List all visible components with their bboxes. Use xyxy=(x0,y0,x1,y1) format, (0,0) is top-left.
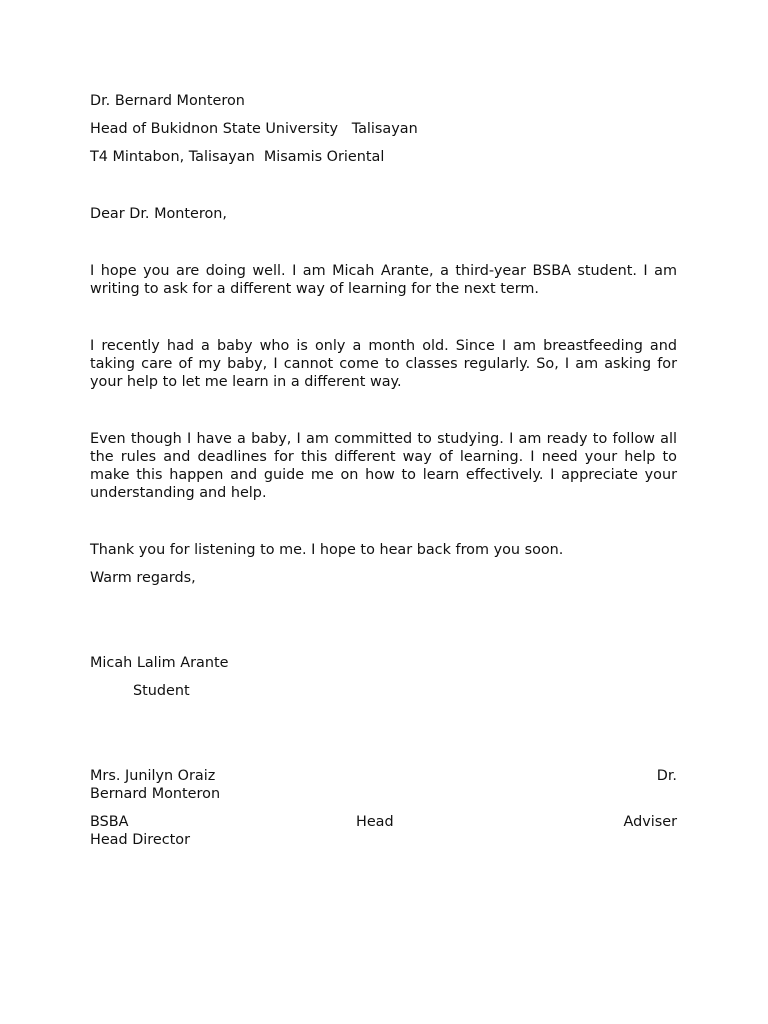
signatory-right-name-start: Dr. xyxy=(656,768,677,784)
recipient-address: T4 Mintabon, Talisayan Misamis Oriental xyxy=(90,149,385,165)
signatory-names-row xyxy=(90,767,677,785)
recipient-name: Dr. Bernard Monteron xyxy=(90,93,245,109)
signatory-roles-row xyxy=(90,813,677,831)
signatory-right-name-end: Bernard Monteron xyxy=(90,786,221,802)
sender-name: Micah Lalim Arante xyxy=(90,655,229,671)
signatory-right-role: Adviser xyxy=(623,814,677,830)
signatory-mid-role: Head xyxy=(356,814,394,830)
body-paragraph-3: Even though I have a baby, I am committed to studying. I am ready to follow all the rules and deadlines for this different way of learning. I need your help to make this happen and guide me on how to learn effectively. I appreciate your understanding and help. xyxy=(90,431,677,501)
salutation: Dear Dr. Monteron, xyxy=(90,206,228,222)
body-paragraph-1: I hope you are doing well. I am Micah Arante, a third-year BSBA student. I am writing to ask for a different way of learning for the next term. xyxy=(90,263,677,297)
body-paragraph-2: I recently had a baby who is only a month old. Since I am breastfeeding and taking care of my baby, I cannot come to classes regularly. So, I am asking for your help to let me learn in a different way. xyxy=(90,338,677,390)
signatory-left-name: Mrs. Junilyn Oraiz xyxy=(90,768,216,784)
sender-role: Student xyxy=(133,683,190,699)
signatory-right-role-end: Head Director xyxy=(90,832,191,848)
letter-page xyxy=(90,92,677,849)
signatory-left-role: BSBA xyxy=(90,814,129,830)
recipient-title: Head of Bukidnon State University Talisayan xyxy=(90,121,418,137)
closing: Warm regards, xyxy=(90,570,196,586)
body-paragraph-4: Thank you for listening to me. I hope to hear back from you soon. xyxy=(90,542,564,558)
